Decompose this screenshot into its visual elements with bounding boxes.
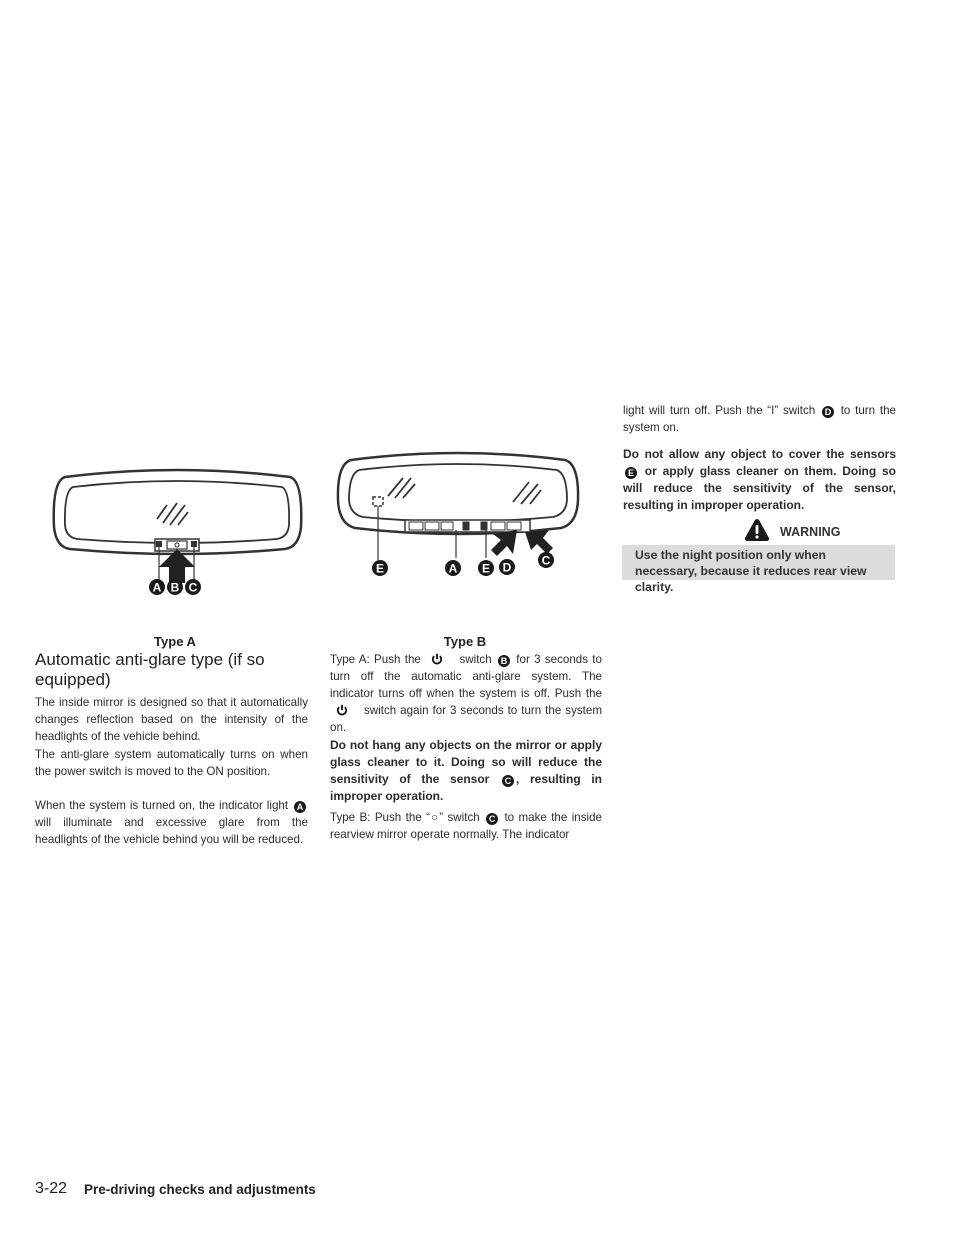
callout-badge-b: B bbox=[498, 655, 510, 667]
warning-title: WARNING bbox=[780, 525, 841, 539]
svg-text:A: A bbox=[152, 580, 162, 595]
col2-p2-text-b: , resulting in improper operation. bbox=[330, 772, 602, 803]
col1-p2-text: The anti-glare system automatically turns on when the power switch is moved to the ON position. bbox=[35, 748, 308, 778]
svg-text:C: C bbox=[188, 580, 198, 595]
col3-paragraph-1 bbox=[623, 402, 896, 436]
svg-text:A: A bbox=[448, 561, 458, 576]
figure-type-a-mirror bbox=[45, 467, 310, 607]
figure-type-b-labels bbox=[372, 552, 554, 576]
col2-paragraph-1 bbox=[330, 651, 602, 736]
col2-p1-text-a: Type A: Push the bbox=[330, 653, 421, 666]
svg-text:E: E bbox=[481, 561, 491, 576]
figure-type-a-caption: Type A bbox=[154, 634, 196, 649]
figure-type-a-labels bbox=[149, 579, 201, 595]
section-heading: Automatic anti-glare type (if so equipped) bbox=[35, 650, 265, 689]
section-title-footer: Pre-driving checks and adjustments bbox=[84, 1182, 316, 1197]
figure-type-b-caption: Type B bbox=[443, 634, 487, 649]
callout-badge-a: A bbox=[294, 801, 306, 813]
col3-paragraph-2 bbox=[623, 446, 896, 514]
col2-p3-text-b: to make the inside rearview mirror operate normally. The indicator bbox=[330, 811, 602, 841]
col3-p2-text-a: Do not allow any object to cover the sensors bbox=[623, 447, 896, 461]
callout-badge-c: C bbox=[486, 813, 498, 825]
col2-p1-text-c: for 3 seconds to turn off the automatic anti-glare system. The indicator turns off when the system is off. Push the bbox=[330, 653, 602, 700]
callout-badge-e: E bbox=[625, 467, 637, 479]
col1-paragraph-1 bbox=[35, 694, 308, 745]
col3-p1-text-a: light will turn off. Push the “I” switch bbox=[623, 404, 816, 417]
svg-text:C: C bbox=[541, 553, 551, 568]
col1-p1-text: The inside mirror is designed so that it automatically changes reflection based on the intensity of the headlights of the vehicle behind. bbox=[35, 696, 308, 743]
col1-paragraph-2 bbox=[35, 746, 308, 780]
col2-paragraph-2 bbox=[330, 737, 602, 805]
warning-triangle-icon bbox=[744, 518, 770, 542]
col2-p2-text-a: Do not hang any objects on the mirror or apply glass cleaner to it. Doing so will reduce the sensitivity of the sensor bbox=[330, 738, 602, 786]
col1-p3-text-a: When the system is turned on, the indicator light bbox=[35, 799, 289, 812]
svg-text:B: B bbox=[170, 580, 180, 595]
col1-p3-text-b: will illuminate and excessive glare from the headlights of the vehicle behind you will be reduced. bbox=[35, 816, 308, 846]
col2-p3-text-a: Type B: Push the “○” switch bbox=[330, 811, 480, 824]
col3-p1-text-b: to turn the system on. bbox=[623, 404, 896, 434]
power-icon bbox=[431, 653, 443, 665]
svg-text:E: E bbox=[375, 561, 385, 576]
page-number: 3-22 bbox=[35, 1180, 68, 1197]
col2-p1-text-b: switch bbox=[459, 653, 492, 666]
callout-badge-c: C bbox=[502, 775, 514, 787]
power-icon bbox=[336, 704, 348, 716]
callout-badge-d: D bbox=[822, 406, 834, 418]
warning-text: Use the night position only when necessary, because it reduces rear view clarity. bbox=[635, 548, 867, 594]
svg-text:D: D bbox=[502, 560, 512, 575]
col2-p1-text-d: switch again for 3 seconds to turn the system on. bbox=[330, 704, 602, 734]
col3-p2-text-b: or apply glass cleaner on them. Doing so will reduce the sensitivity of the sensor, resulting in improper operation. bbox=[623, 464, 896, 512]
col1-paragraph-3 bbox=[35, 797, 308, 848]
figure-type-b-mirror bbox=[333, 450, 583, 585]
col2-paragraph-3 bbox=[330, 809, 602, 843]
